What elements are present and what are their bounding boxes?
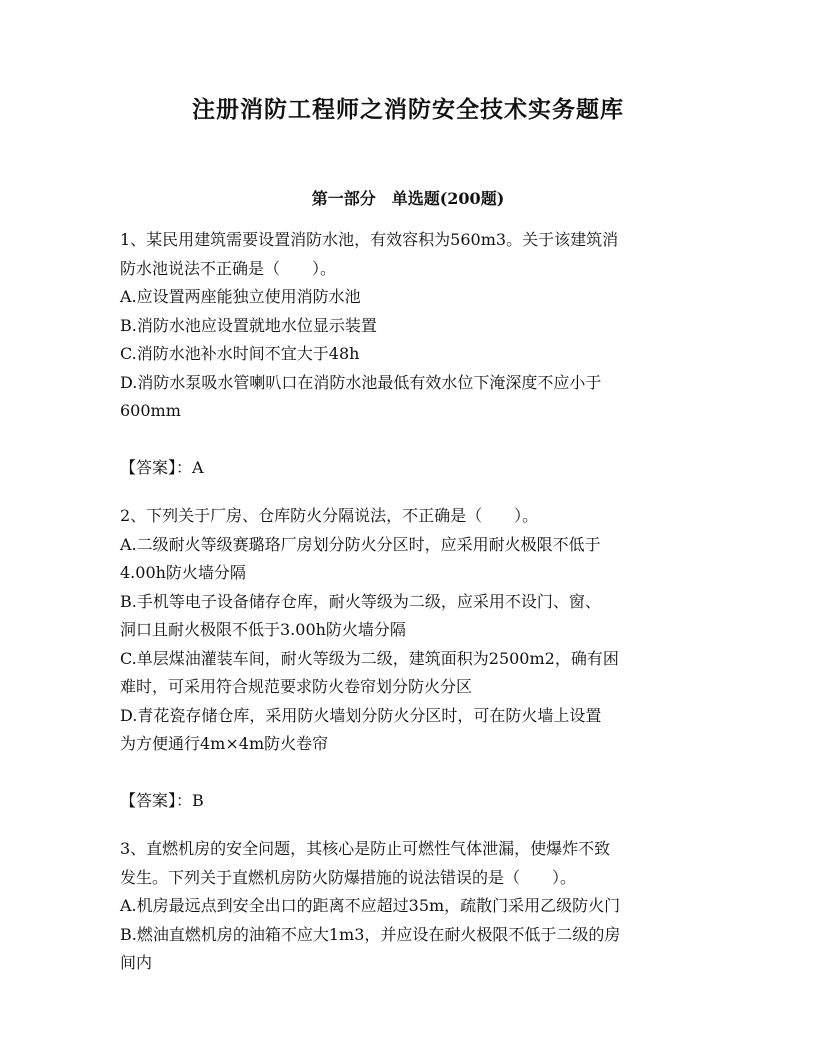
answer-label: 【答案】：A [120,457,204,477]
question-list [120,226,700,978]
question-stem-line: 3、直燃机房的安全问题，其核心是防止可燃性气体泄漏，使爆炸不致 [120,839,611,858]
option-line: 为方便通行4m×4m防火卷帘 [120,734,329,753]
option-line: 间内 [120,953,153,972]
option-line: 洞口且耐火极限不低于3.00h防火墙分隔 [120,620,406,639]
option-line: 600mm [120,401,181,420]
option-line: B.燃油直燃机房的油箱不应大1m3，并应设在耐火极限不低于二级的房 [120,924,621,944]
document-title: 注册消防工程师之消防安全技术实务题库 [192,96,624,123]
option-line: B.手机等电子设备储存仓库，耐火等级为二级，应采用不设门、窗、 [120,591,601,611]
section-title: 第一部分 单选题(200题) [311,189,505,208]
option-line: B.消防水池应设置就地水位显示装置 [120,315,377,335]
option-line: D.青花瓷存储仓库，采用防火墙划分防火分区时，可在防火墙上设置 [120,705,602,725]
option-line: D.消防水泵吸水管喇叭口在消防水池最低有效水位下淹深度不应小于 [120,372,602,392]
option-line: A.应设置两座能独立使用消防水池 [120,287,361,306]
option-line: 难时，可采用符合规范要求防火卷帘划分防火分区 [120,677,473,696]
question-stem-line: 防水池说法不正确是（ ）。 [120,258,337,278]
option-line: A.二级耐火等级赛璐珞厂房划分防火分区时，应采用耐火极限不低于 [120,534,601,554]
question-1 [120,226,700,482]
question-stem-line: 2、下列关于厂房、仓库防火分隔说法，不正确是（ ）。 [120,506,539,525]
answer-label: 【答案】：B [120,790,204,810]
option-line: A.机房最远点到安全出口的距离不应超过35m，疏散门采用乙级防火门 [120,896,621,915]
question-3 [120,835,700,978]
option-line: C.单层煤油灌装车间，耐火等级为二级，建筑面积为2500m2，确有困 [120,648,619,668]
option-line: 4.00h防火墙分隔 [120,563,246,582]
option-line: C.消防水池补水时间不宜大于48h [120,344,360,363]
question-stem-line: 1、某民用建筑需要设置消防水池，有效容积为560m3。关于该建筑消 [120,230,619,249]
question-2 [120,502,700,815]
question-stem-line: 发生。下列关于直燃机房防火防爆措施的说法错误的是（ ）。 [120,867,577,887]
